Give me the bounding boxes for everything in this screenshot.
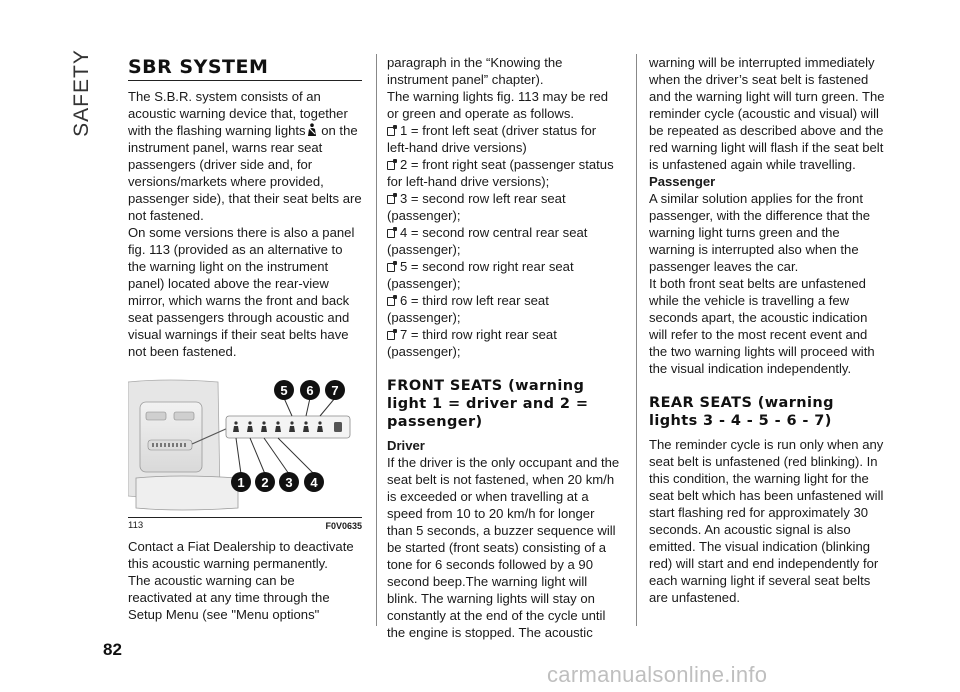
subsection-heading: REAR SEATS (warning lights 3 - 4 - 5 - 6 - 7) [649,395,834,429]
callout-6: 6 [306,383,314,398]
minor-heading: Passenger [649,174,716,189]
paragraph: Contact a Fiat Dealership to deactivate this acoustic warning permanently. [128,539,354,571]
paragraph: The warning lights fig. 113 may be red or green and operate as follows. [387,89,609,121]
bullet-icon [387,229,395,238]
subsection-heading: FRONT SEATS (warning light 1 = driver and 2 = passenger) [387,378,589,430]
bullet-icon [387,195,395,204]
figure-number: 113 [128,520,144,531]
bullet-icon [387,263,395,272]
callout-4: 4 [310,475,318,490]
callout-7: 7 [331,383,339,398]
paragraph: The reminder cycle is run only when any seat belt is unfastened (red blinking). In this condition, the warning light for the seat belt which has been unfastened will start flashing red for approximately 30 seconds. An acoustic signal is also emitted. The visual indication (blinking red) will start and end independently for each warning light if several seat belts are unfastened. [649,437,884,605]
paragraph: It both front seat belts are unfastened while the vehicle is travelling a few seconds apart, the acoustic indication will refer to the most recent event and the two warning lights will proceed with the visual indication independently. [649,276,875,376]
list-item: 6 = third row left rear seat (passenger); [387,293,549,325]
bullet-icon [387,161,395,170]
bullet-icon [387,127,395,136]
figure-code: F0V0635 [325,521,362,531]
minor-heading: Driver [387,438,425,453]
list-item: 3 = second row left rear seat (passenger); [387,191,566,223]
page-number: 82 [103,640,122,659]
callout-1: 1 [237,475,245,490]
paragraph: The acoustic warning can be reactivated at any time through the Setup Menu (see "Menu options" [128,573,330,622]
list-item: 4 = second row central rear seat (passenger); [387,225,588,257]
figure-caption [128,517,362,532]
watermark: carmanualsonline.info [547,662,768,687]
paragraph: On some versions there is also a panel fig. 113 (provided as an alternative to the warning light on the instrument panel) located above the rear-view mirror, which warns the front and back seat passengers through acoustic and visual warnings if their seat belts have not been fastened. [128,225,355,359]
list-item: 5 = second row right rear seat (passenger); [387,259,574,291]
section-title: SBR SYSTEM [128,56,269,78]
callout-5: 5 [280,383,288,398]
paragraph: A similar solution applies for the front passenger, with the difference that the warning light turns green and the warning is interrupted also when the passenger leaves the car. [649,191,871,274]
bullet-icon [387,297,395,306]
paragraph: warning will be interrupted immediately when the driver’s seat belt is fastened and the warning light will turn green. The reminder cycle (acoustic and visual) will be repeated as described above and the red warning light will flash if the seat belt is unfastened again while travelling. [649,55,885,172]
paragraph: paragraph in the “Knowing the instrument panel” chapter). [387,55,563,87]
seatbelt-warning-icon [306,123,318,137]
paragraph: The S.B.R. system consists of an acoustic warning device that, together with the flashing warning lights on the instrument panel, warns rear seat passengers (driver side and, for versions/markets where provided, passenger side), that their seat belts are not fastened. [128,89,362,223]
title-rule [128,80,362,81]
callout-3: 3 [285,475,293,490]
figure-113 [128,374,362,514]
column-divider [376,54,377,626]
column-divider [636,54,637,626]
callout-2: 2 [261,475,269,490]
section-side-label: SAFETY [70,49,93,137]
list-item: 7 = third row right rear seat (passenger); [387,327,557,359]
bullet-icon [387,331,395,340]
list-item: 2 = front right seat (passenger status for left-hand drive versions); [387,157,614,189]
column-2 [387,54,620,641]
column-3 [649,54,887,606]
column-1 [128,56,362,623]
paragraph: If the driver is the only occupant and the seat belt is not fastened, when 20 km/h is exceeded or when travelling at a speed from 10 to 20 km/h for longer than 5 seconds, a buzzer sequence will be started (front seats) consisting of a tone for 6 seconds followed by a 90 second beep.The warning light will blink. The warning lights will stay on constantly at the end of the cycle until the engine is stopped. The acoustic [387,455,620,640]
seatbelt-panel-illustration [128,374,362,514]
list-item: 1 = front left seat (driver status for left-hand drive versions) [387,123,597,155]
